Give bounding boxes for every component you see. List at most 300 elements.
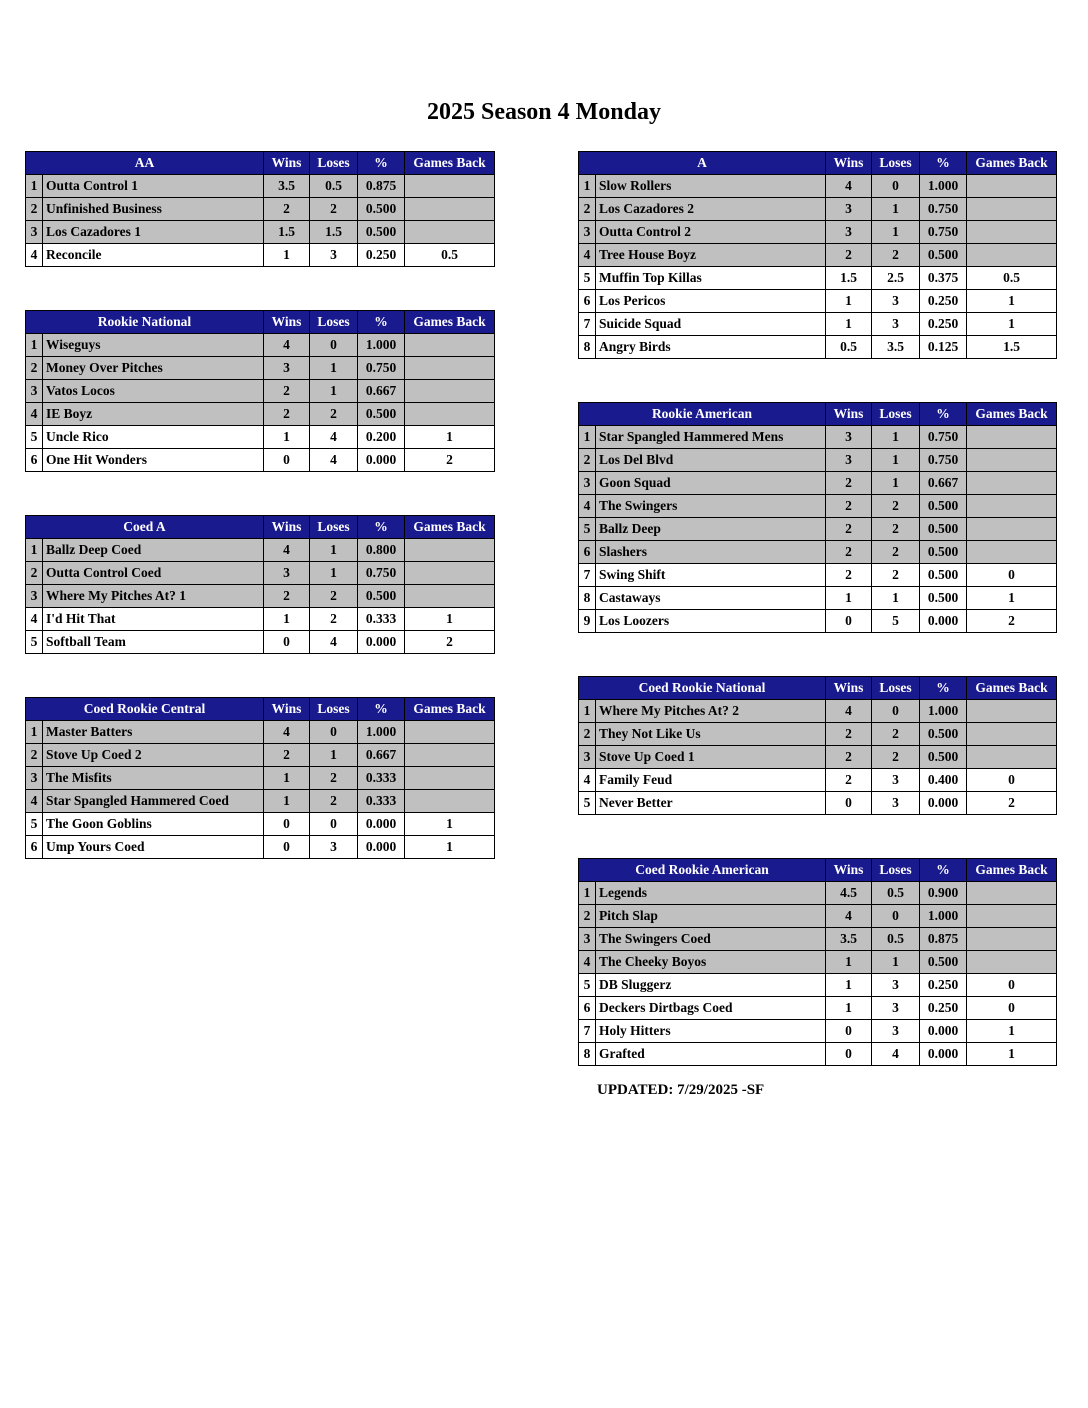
- wins-cell: 1: [264, 426, 310, 449]
- table-row: [26, 744, 495, 767]
- loses-cell: 4: [872, 1043, 920, 1066]
- table-row: [579, 997, 1057, 1020]
- loses-cell: 2: [310, 403, 358, 426]
- pct-cell: 1.000: [920, 175, 967, 198]
- rank-cell: 4: [26, 244, 43, 267]
- wins-cell: 3: [264, 357, 310, 380]
- games-back-cell: [967, 541, 1057, 564]
- wins-header: Wins: [826, 677, 872, 700]
- pct-cell: 0.375: [920, 267, 967, 290]
- pct-cell: 1.000: [358, 721, 405, 744]
- team-name-cell: Star Spangled Hammered Mens: [596, 426, 826, 449]
- wins-cell: 0: [264, 631, 310, 654]
- wins-cell: 1.5: [264, 221, 310, 244]
- pct-header: %: [358, 516, 405, 539]
- team-name-cell: Holy Hitters: [596, 1020, 826, 1043]
- games-back-cell: 1: [967, 290, 1057, 313]
- loses-header: Loses: [310, 698, 358, 721]
- team-name-cell: Unfinished Business: [43, 198, 264, 221]
- pct-cell: 0.250: [358, 244, 405, 267]
- standings-table-a: [578, 151, 1057, 359]
- wins-cell: 2: [264, 380, 310, 403]
- rank-cell: 6: [579, 290, 596, 313]
- team-name-cell: Los Cazadores 2: [596, 198, 826, 221]
- wins-cell: 4: [826, 175, 872, 198]
- wins-cell: 0: [264, 836, 310, 859]
- team-name-cell: Stove Up Coed 2: [43, 744, 264, 767]
- table-row: [579, 313, 1057, 336]
- table-row: [26, 790, 495, 813]
- loses-cell: 2: [872, 564, 920, 587]
- pct-cell: 1.000: [358, 334, 405, 357]
- table-row: [26, 334, 495, 357]
- games-back-cell: [405, 198, 495, 221]
- table-row: [579, 290, 1057, 313]
- loses-cell: 4: [310, 449, 358, 472]
- games-back-cell: [405, 562, 495, 585]
- wins-header: Wins: [264, 311, 310, 334]
- loses-cell: 1: [872, 198, 920, 221]
- loses-cell: 1: [310, 380, 358, 403]
- table-row: [579, 769, 1057, 792]
- loses-cell: 2: [872, 541, 920, 564]
- games-back-cell: [967, 198, 1057, 221]
- pct-cell: 0.500: [920, 746, 967, 769]
- games-back-cell: 0: [967, 974, 1057, 997]
- team-name-cell: Muffin Top Killas: [596, 267, 826, 290]
- table-header-row: [26, 698, 495, 721]
- table-row: [26, 449, 495, 472]
- games-back-cell: 0.5: [405, 244, 495, 267]
- standings-table-coed-a: [25, 515, 495, 654]
- wins-cell: 2: [264, 744, 310, 767]
- rank-cell: 3: [26, 767, 43, 790]
- games-back-cell: [967, 882, 1057, 905]
- loses-header: Loses: [310, 311, 358, 334]
- rank-cell: 2: [579, 723, 596, 746]
- games-back-cell: [967, 518, 1057, 541]
- team-name-cell: IE Boyz: [43, 403, 264, 426]
- rank-cell: 1: [26, 334, 43, 357]
- rank-cell: 5: [579, 518, 596, 541]
- pct-cell: 0.500: [920, 518, 967, 541]
- pct-cell: 0.875: [358, 175, 405, 198]
- pct-header: %: [358, 698, 405, 721]
- standings-table-rookie-national: [25, 310, 495, 472]
- division-title: Coed Rookie National: [579, 677, 826, 700]
- team-name-cell: Vatos Locos: [43, 380, 264, 403]
- wins-cell: 1.5: [826, 267, 872, 290]
- team-name-cell: Where My Pitches At? 2: [596, 700, 826, 723]
- games-back-header: Games Back: [967, 677, 1057, 700]
- pct-cell: 0.200: [358, 426, 405, 449]
- games-back-header: Games Back: [967, 859, 1057, 882]
- team-name-cell: Slow Rollers: [596, 175, 826, 198]
- wins-cell: 2: [826, 564, 872, 587]
- games-back-cell: 0.5: [967, 267, 1057, 290]
- games-back-cell: [405, 744, 495, 767]
- standings-table-coed-rookie-american: [578, 858, 1057, 1066]
- wins-cell: 1: [264, 608, 310, 631]
- games-back-cell: 1: [967, 1020, 1057, 1043]
- rank-cell: 4: [579, 769, 596, 792]
- wins-cell: 0: [264, 449, 310, 472]
- table-row: [579, 882, 1057, 905]
- rank-cell: 8: [579, 336, 596, 359]
- division-title: A: [579, 152, 826, 175]
- table-row: [26, 721, 495, 744]
- table-row: [26, 221, 495, 244]
- table-row: [26, 198, 495, 221]
- pct-cell: 0.500: [920, 564, 967, 587]
- table-header-row: [26, 152, 495, 175]
- team-name-cell: The Swingers Coed: [596, 928, 826, 951]
- table-header-row: [579, 403, 1057, 426]
- loses-cell: 3: [872, 313, 920, 336]
- pct-cell: 0.500: [920, 723, 967, 746]
- table-row: [26, 175, 495, 198]
- rank-cell: 3: [579, 746, 596, 769]
- pct-cell: 0.667: [920, 472, 967, 495]
- team-name-cell: Uncle Rico: [43, 426, 264, 449]
- pct-cell: 0.750: [920, 449, 967, 472]
- team-name-cell: The Misfits: [43, 767, 264, 790]
- wins-cell: 0: [264, 813, 310, 836]
- rank-cell: 9: [579, 610, 596, 633]
- wins-cell: 3: [264, 562, 310, 585]
- loses-cell: 0: [872, 700, 920, 723]
- table-row: [26, 244, 495, 267]
- loses-cell: 2: [310, 790, 358, 813]
- pct-cell: 0.333: [358, 790, 405, 813]
- table-row: [26, 608, 495, 631]
- loses-cell: 3: [310, 836, 358, 859]
- loses-header: Loses: [310, 516, 358, 539]
- pct-header: %: [358, 152, 405, 175]
- games-back-cell: [967, 723, 1057, 746]
- games-back-cell: [405, 403, 495, 426]
- pct-cell: 0.500: [920, 951, 967, 974]
- loses-cell: 3: [872, 792, 920, 815]
- loses-header: Loses: [872, 859, 920, 882]
- table-header-row: [579, 677, 1057, 700]
- standings-table-aa: [25, 151, 495, 267]
- loses-cell: 3: [872, 769, 920, 792]
- wins-cell: 2: [826, 495, 872, 518]
- pct-cell: 0.900: [920, 882, 967, 905]
- rank-cell: 5: [26, 813, 43, 836]
- rank-cell: 5: [579, 792, 596, 815]
- rank-cell: 5: [26, 426, 43, 449]
- table-header-row: [579, 859, 1057, 882]
- loses-cell: 1: [872, 221, 920, 244]
- table-row: [579, 974, 1057, 997]
- wins-cell: 3: [826, 198, 872, 221]
- wins-cell: 1: [826, 290, 872, 313]
- wins-cell: 1: [826, 997, 872, 1020]
- pct-cell: 0.333: [358, 608, 405, 631]
- loses-cell: 0.5: [872, 928, 920, 951]
- wins-cell: 2: [826, 518, 872, 541]
- team-name-cell: Ballz Deep Coed: [43, 539, 264, 562]
- games-back-cell: [967, 495, 1057, 518]
- wins-cell: 4: [826, 905, 872, 928]
- pct-cell: 0.000: [358, 836, 405, 859]
- pct-cell: 0.500: [920, 541, 967, 564]
- pct-cell: 0.750: [920, 198, 967, 221]
- rank-cell: 2: [579, 198, 596, 221]
- rank-cell: 4: [26, 608, 43, 631]
- rank-cell: 7: [579, 313, 596, 336]
- wins-cell: 3.5: [826, 928, 872, 951]
- team-name-cell: The Cheeky Boyos: [596, 951, 826, 974]
- division-title: AA: [26, 152, 264, 175]
- page-title: 2025 Season 4 Monday: [426, 99, 662, 125]
- pct-cell: 0.000: [920, 792, 967, 815]
- table-row: [26, 403, 495, 426]
- table-row: [26, 767, 495, 790]
- rank-cell: 3: [579, 928, 596, 951]
- table-row: [579, 244, 1057, 267]
- games-back-header: Games Back: [967, 403, 1057, 426]
- rank-cell: 3: [26, 221, 43, 244]
- games-back-cell: 0: [967, 997, 1057, 1020]
- team-name-cell: Star Spangled Hammered Coed: [43, 790, 264, 813]
- team-name-cell: Deckers Dirtbags Coed: [596, 997, 826, 1020]
- wins-cell: 4: [826, 700, 872, 723]
- pct-cell: 0.125: [920, 336, 967, 359]
- team-name-cell: Los Loozers: [596, 610, 826, 633]
- team-name-cell: Outta Control 2: [596, 221, 826, 244]
- games-back-cell: 1: [405, 608, 495, 631]
- team-name-cell: The Swingers: [596, 495, 826, 518]
- wins-header: Wins: [826, 859, 872, 882]
- pct-cell: 0.500: [358, 403, 405, 426]
- standings-table-rookie-american: [578, 402, 1057, 633]
- team-name-cell: Reconcile: [43, 244, 264, 267]
- team-name-cell: DB Sluggerz: [596, 974, 826, 997]
- games-back-header: Games Back: [405, 311, 495, 334]
- pct-cell: 0.000: [358, 813, 405, 836]
- loses-cell: 2: [310, 585, 358, 608]
- rank-cell: 7: [579, 564, 596, 587]
- loses-header: Loses: [310, 152, 358, 175]
- table-row: [26, 813, 495, 836]
- rank-cell: 6: [579, 997, 596, 1020]
- team-name-cell: Castaways: [596, 587, 826, 610]
- loses-cell: 2: [310, 198, 358, 221]
- rank-cell: 1: [579, 882, 596, 905]
- wins-cell: 0: [826, 1020, 872, 1043]
- table-row: [579, 472, 1057, 495]
- pct-cell: 0.750: [920, 221, 967, 244]
- table-row: [26, 562, 495, 585]
- pct-cell: 0.875: [920, 928, 967, 951]
- rank-cell: 4: [579, 495, 596, 518]
- games-back-cell: 1: [967, 1043, 1057, 1066]
- wins-cell: 3: [826, 449, 872, 472]
- games-back-cell: [405, 790, 495, 813]
- wins-cell: 4: [264, 334, 310, 357]
- loses-cell: 0: [872, 905, 920, 928]
- wins-header: Wins: [264, 698, 310, 721]
- loses-header: Loses: [872, 677, 920, 700]
- loses-cell: 1: [872, 426, 920, 449]
- loses-cell: 1: [872, 587, 920, 610]
- loses-cell: 1.5: [310, 221, 358, 244]
- wins-cell: 2: [826, 723, 872, 746]
- loses-cell: 2: [872, 518, 920, 541]
- wins-cell: 2: [826, 472, 872, 495]
- pct-cell: 0.667: [358, 380, 405, 403]
- loses-cell: 2: [310, 767, 358, 790]
- team-name-cell: Los Del Blvd: [596, 449, 826, 472]
- pct-cell: 1.000: [920, 700, 967, 723]
- right-standings-column: [578, 151, 1057, 1109]
- team-name-cell: Family Feud: [596, 769, 826, 792]
- wins-cell: 2: [826, 541, 872, 564]
- games-back-cell: [967, 928, 1057, 951]
- team-name-cell: Los Pericos: [596, 290, 826, 313]
- table-row: [579, 723, 1057, 746]
- team-name-cell: Where My Pitches At? 1: [43, 585, 264, 608]
- games-back-cell: 2: [405, 631, 495, 654]
- loses-cell: 0: [310, 721, 358, 744]
- games-back-cell: [405, 357, 495, 380]
- team-name-cell: Never Better: [596, 792, 826, 815]
- updated-note: UPDATED: 7/29/2025 -SF: [597, 1082, 765, 1098]
- loses-cell: 2: [310, 608, 358, 631]
- pct-cell: 0.500: [358, 585, 405, 608]
- team-name-cell: Softball Team: [43, 631, 264, 654]
- rank-cell: 4: [26, 790, 43, 813]
- games-back-cell: 1: [405, 426, 495, 449]
- team-name-cell: Goon Squad: [596, 472, 826, 495]
- loses-cell: 3.5: [872, 336, 920, 359]
- loses-cell: 1: [310, 562, 358, 585]
- pct-cell: 0.250: [920, 997, 967, 1020]
- pct-cell: 0.400: [920, 769, 967, 792]
- wins-cell: 2: [826, 746, 872, 769]
- wins-cell: 4: [264, 539, 310, 562]
- table-row: [26, 380, 495, 403]
- wins-cell: 4.5: [826, 882, 872, 905]
- wins-cell: 0.5: [826, 336, 872, 359]
- team-name-cell: Wiseguys: [43, 334, 264, 357]
- team-name-cell: Pitch Slap: [596, 905, 826, 928]
- games-back-cell: 1: [967, 587, 1057, 610]
- wins-header: Wins: [264, 152, 310, 175]
- table-header-row: [579, 152, 1057, 175]
- games-back-cell: [405, 334, 495, 357]
- pct-cell: 0.000: [358, 631, 405, 654]
- wins-header: Wins: [264, 516, 310, 539]
- loses-cell: 3: [872, 974, 920, 997]
- games-back-cell: [405, 539, 495, 562]
- wins-cell: 4: [264, 721, 310, 744]
- loses-cell: 2: [872, 495, 920, 518]
- team-name-cell: Suicide Squad: [596, 313, 826, 336]
- wins-cell: 1: [826, 313, 872, 336]
- table-header-row: [26, 516, 495, 539]
- loses-header: Loses: [872, 403, 920, 426]
- division-title: Coed Rookie Central: [26, 698, 264, 721]
- loses-cell: 5: [872, 610, 920, 633]
- team-name-cell: I'd Hit That: [43, 608, 264, 631]
- games-back-cell: 2: [405, 449, 495, 472]
- table-row: [579, 564, 1057, 587]
- team-name-cell: Slashers: [596, 541, 826, 564]
- games-back-cell: [967, 700, 1057, 723]
- table-row: [579, 198, 1057, 221]
- table-row: [579, 905, 1057, 928]
- standings-table-coed-rookie-national: [578, 676, 1057, 815]
- rank-cell: 5: [26, 631, 43, 654]
- games-back-cell: [967, 426, 1057, 449]
- pct-cell: 0.667: [358, 744, 405, 767]
- pct-cell: 0.750: [920, 426, 967, 449]
- team-name-cell: They Not Like Us: [596, 723, 826, 746]
- games-back-cell: [405, 767, 495, 790]
- table-row: [579, 426, 1057, 449]
- loses-cell: 0: [310, 334, 358, 357]
- rank-cell: 7: [579, 1020, 596, 1043]
- games-back-cell: 1: [405, 813, 495, 836]
- games-back-cell: 1: [405, 836, 495, 859]
- games-back-cell: 2: [967, 792, 1057, 815]
- wins-header: Wins: [826, 403, 872, 426]
- loses-header: Loses: [872, 152, 920, 175]
- pct-header: %: [920, 403, 967, 426]
- team-name-cell: Outta Control 1: [43, 175, 264, 198]
- loses-cell: 1: [872, 449, 920, 472]
- loses-cell: 2.5: [872, 267, 920, 290]
- loses-cell: 3: [872, 1020, 920, 1043]
- team-name-cell: One Hit Wonders: [43, 449, 264, 472]
- wins-cell: 2: [264, 585, 310, 608]
- table-row: [579, 495, 1057, 518]
- games-back-cell: [967, 175, 1057, 198]
- games-back-cell: [405, 380, 495, 403]
- wins-cell: 3.5: [264, 175, 310, 198]
- rank-cell: 4: [579, 244, 596, 267]
- rank-cell: 3: [579, 221, 596, 244]
- table-row: [26, 357, 495, 380]
- division-title: Coed A: [26, 516, 264, 539]
- games-back-cell: [967, 746, 1057, 769]
- loses-cell: 4: [310, 631, 358, 654]
- rank-cell: 2: [579, 905, 596, 928]
- rank-cell: 3: [579, 472, 596, 495]
- pct-header: %: [920, 152, 967, 175]
- games-back-header: Games Back: [405, 516, 495, 539]
- pct-cell: 0.750: [358, 357, 405, 380]
- table-row: [579, 175, 1057, 198]
- games-back-header: Games Back: [405, 152, 495, 175]
- table-row: [26, 836, 495, 859]
- wins-cell: 2: [264, 198, 310, 221]
- table-row: [579, 267, 1057, 290]
- wins-cell: 1: [264, 244, 310, 267]
- pct-cell: 0.500: [920, 587, 967, 610]
- table-row: [579, 221, 1057, 244]
- games-back-cell: [967, 472, 1057, 495]
- table-header-row: [26, 311, 495, 334]
- rank-cell: 2: [26, 357, 43, 380]
- pct-cell: 0.800: [358, 539, 405, 562]
- games-back-cell: 1.5: [967, 336, 1057, 359]
- table-row: [579, 336, 1057, 359]
